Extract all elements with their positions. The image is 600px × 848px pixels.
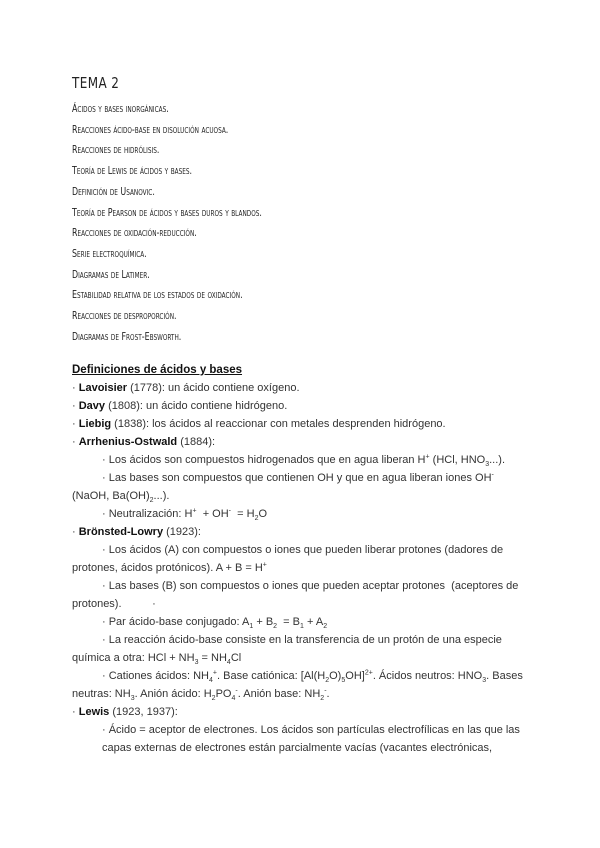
definition-text: (1778): un ácido contiene oxígeno. — [127, 382, 300, 394]
author-name: Arrhenius-Ostwald — [78, 436, 178, 448]
acid-base-reaction: · La reacción ácido-base consiste en la transferencia de un protón de una especie — [102, 634, 502, 646]
page-title: TEMA 2 — [72, 74, 120, 92]
bronsted-acids-cont: protones, ácidos protónicos). A + B = H+ — [72, 561, 267, 574]
topic-item: Reacciones de desproporción. — [72, 309, 177, 323]
definition-lewis: · Lewis (1923, 1937): — [72, 706, 178, 718]
arrhenius-bases: · Las bases son compuestos que contienen OH y que en agua liberan iones OH- — [102, 471, 494, 484]
acidic-cations-cont: neutras: $NH_3$. Anión ácido: $H_2PO_4^-$. Anión base: $NH_2^-$. — [72, 687, 330, 703]
author-name: Brönsted-Lowry — [78, 526, 164, 538]
bronsted-bases: · Las bases (B) son compuestos o iones que pueden aceptar protones (aceptores de — [102, 580, 519, 592]
author-name: Liebig — [78, 418, 112, 430]
topic-item: Reacciones de oxidación-reducción. — [72, 226, 197, 240]
arrhenius-acids: · Los ácidos son compuestos hidrogenados que en agua liberan H+ (HCl, $HNO_3$...). — [102, 453, 505, 469]
topic-item: Serie electroquímica. — [72, 246, 147, 260]
topic-item: Estabilidad relativa de los estados de oxidación. — [72, 288, 243, 302]
section-heading: Definiciones de ácidos y bases — [72, 364, 243, 376]
definition-text: (1884): — [177, 436, 216, 448]
author-name: Lewis — [78, 706, 110, 718]
topic-item: Teoría de Lewis de ácidos y bases. — [72, 164, 193, 178]
author-name: Davy — [78, 400, 106, 412]
lewis-acids: · Ácido = aceptor de electrones. Los ácidos son partículas electrofílicas en las que las — [102, 724, 520, 736]
definition-liebig: · Liebig (1838): los ácidos al reaccionar con metales desprenden hidrógeno. — [72, 418, 446, 430]
acidic-cations: · Cationes ácidos: $NH_4^+$. Base catiónica: $[Al(H_2O)_5OH]^{2+}$. Ácidos neutros: $HNO_3$. Bases — [102, 669, 523, 685]
definition-text: (1838): los ácidos al reaccionar con metales desprenden hidrógeno. — [111, 418, 446, 430]
arrhenius-bases-cont: (NaOH, $Ba(OH)_2$...). — [72, 490, 170, 505]
bronsted-bases-cont: protones). · — [72, 598, 156, 610]
definition-davy: · Davy (1808): un ácido contiene hidrógeno. — [72, 400, 288, 412]
topic-item: Reacciones ácido-base en disolución acuosa. — [72, 122, 229, 136]
topic-item: Teoría de Pearson de ácidos y bases duros y blandos. — [72, 205, 262, 219]
topic-item: Definición de Usanovic. — [72, 184, 155, 198]
topic-item: Diagramas de Latimer. — [72, 267, 150, 281]
acid-base-reaction-cont: química a otra: HCl + $NH_3 = NH_4Cl$ — [72, 652, 242, 667]
lewis-acids-cont: capas externas de electrones están parcialmente vacías (vacantes electrónicas, — [102, 742, 493, 754]
bronsted-acids: · Los ácidos (A) con compuestos o iones que pueden liberar protones (dadores de — [102, 544, 504, 556]
definition-text: (1923, 1937): — [109, 706, 178, 718]
definition-arrhenius: · Arrhenius-Ostwald (1884): — [72, 436, 216, 448]
topic-item: Reacciones de hidrólisis. — [72, 143, 160, 157]
conjugate-pair: · Par ácido-base conjugado: $A_1 + B_2 = B_1 + A_2$ — [102, 616, 328, 631]
definition-text: (1808): un ácido contiene hidrógeno. — [105, 400, 288, 412]
topic-item: Diagramas de Frost-Ebsworth. — [72, 329, 182, 343]
definition-lavoisier: · Lavoisier (1778): un ácido contiene oxígeno. — [72, 382, 300, 394]
definitions-section — [72, 361, 532, 757]
definition-bronsted: · Brönsted-Lowry (1923): — [72, 526, 201, 538]
author-name: Lavoisier — [78, 382, 128, 394]
topic-list — [72, 99, 336, 347]
topic-item: Ácidos y bases inorgánicas. — [72, 102, 169, 115]
neutralization: · Neutralización: $H^+ + OH^- = H_2O$ — [102, 507, 268, 523]
definition-text: (1923): — [163, 526, 201, 538]
